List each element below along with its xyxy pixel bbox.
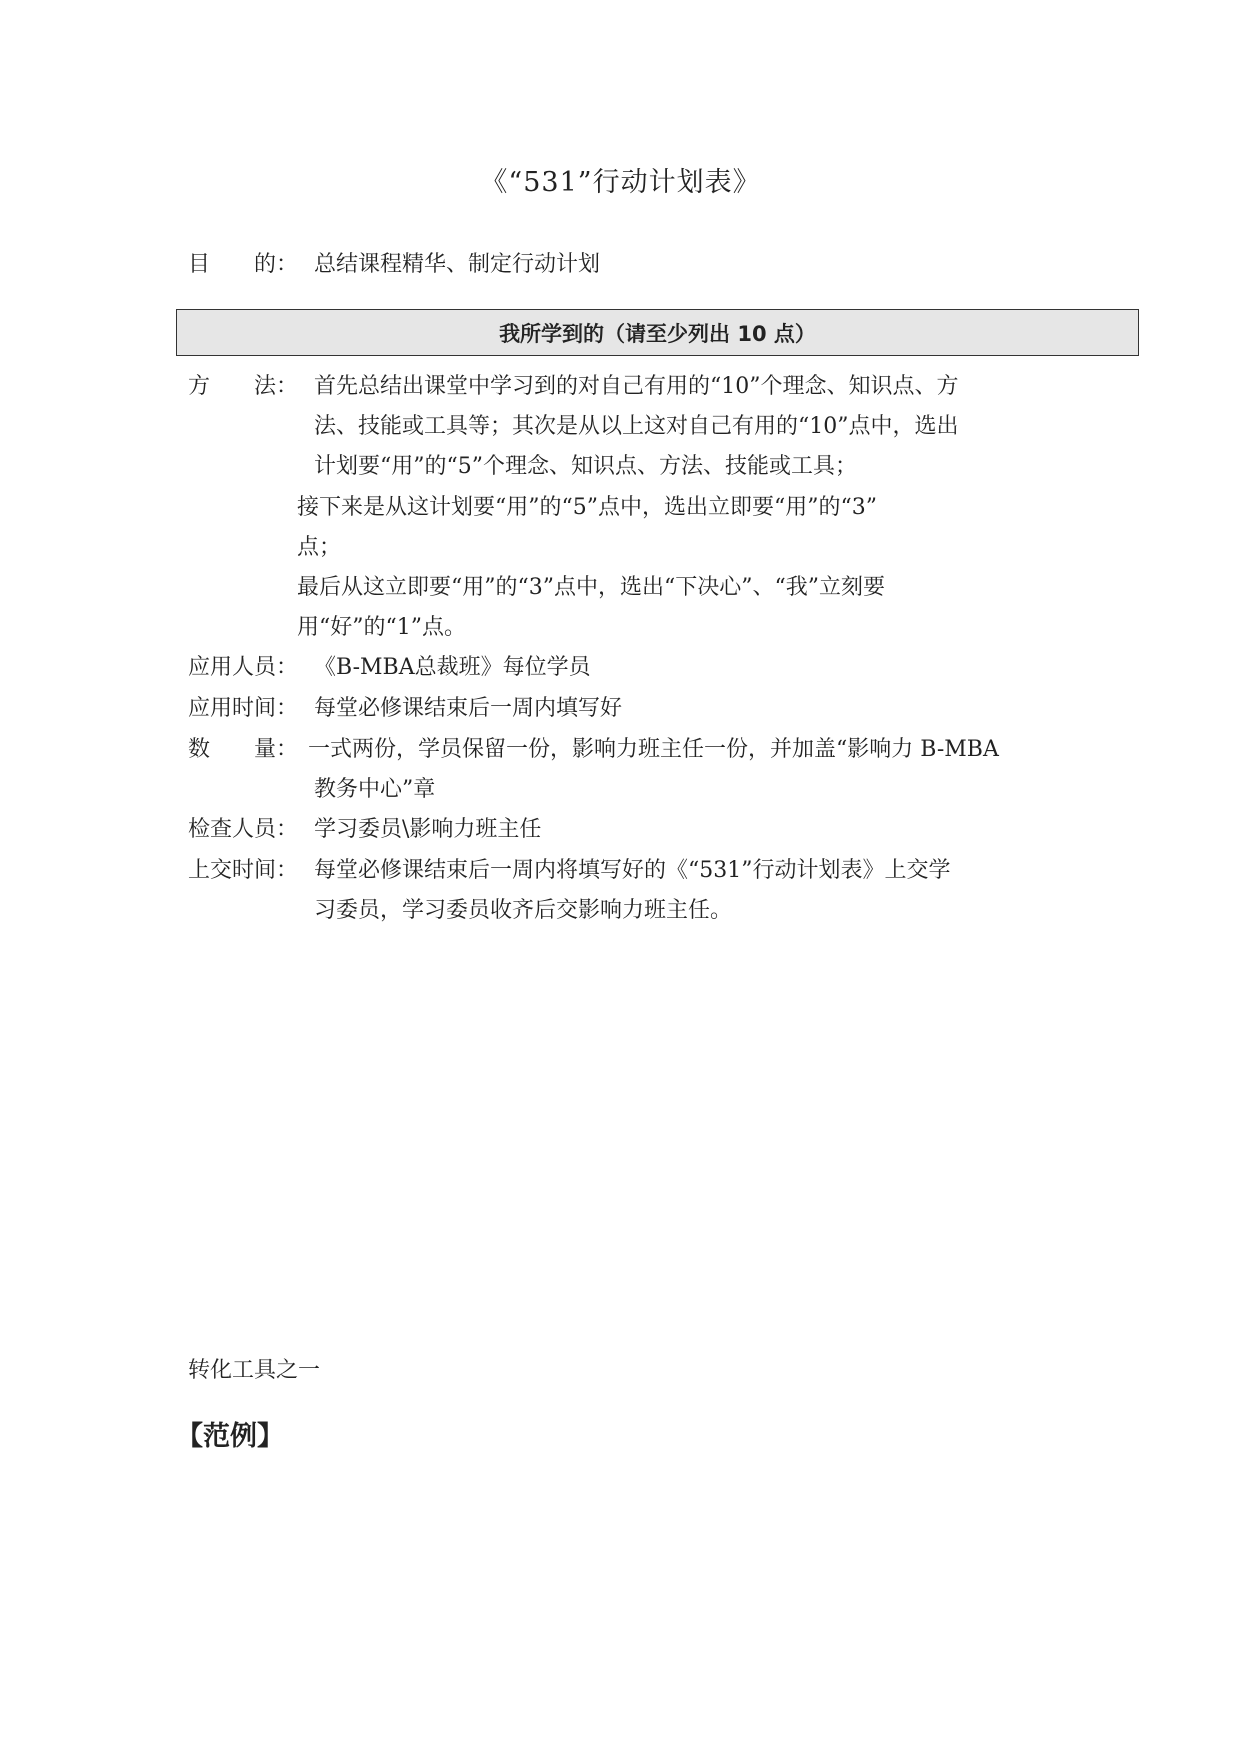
method-line-6: 最后从这立即要“用”的“3”点中，选出“下决心”、“我”立刻要 [297, 575, 885, 600]
tool-note: 转化工具之一 [188, 1358, 321, 1383]
method-line-2: 法、技能或工具等；其次是从以上这对自己有用的“10”点中，选出 [314, 414, 959, 439]
submit-time-line-2: 习委员，学习委员收齐后交影响力班主任。 [314, 898, 733, 923]
method-line-5: 点； [297, 535, 342, 560]
apply-time-label: 应用时间： [188, 696, 299, 721]
method-line-7: 用“好”的“1”点。 [297, 615, 466, 640]
purpose-text: 总结课程精华、制定行动计划 [314, 252, 601, 277]
applicants-text: 《B-MBA总裁班》每位学员 [314, 655, 591, 680]
purpose-label: 目 的： [188, 252, 299, 277]
submit-time-label: 上交时间： [188, 858, 299, 883]
example-heading: 【范例】 [176, 1421, 284, 1452]
method-line-3: 计划要“用”的“5”个理念、知识点、方法、技能或工具； [314, 454, 857, 479]
document-title: 《“531”行动计划表》 [480, 167, 761, 198]
apply-time-text: 每堂必修课结束后一周内填写好 [314, 696, 623, 721]
quantity-label: 数 量： [188, 737, 299, 762]
method-line-1: 首先总结出课堂中学习到的对自己有用的“10”个理念、知识点、方 [314, 374, 959, 399]
method-label: 方 法： [188, 374, 299, 399]
quantity-line-2: 教务中心”章 [314, 777, 436, 802]
method-line-4: 接下来是从这计划要“用”的“5”点中，选出立即要“用”的“3” [297, 495, 877, 520]
inspector-text: 学习委员\影响力班主任 [314, 817, 542, 842]
submit-time-line-1: 每堂必修课结束后一周内将填写好的《“531”行动计划表》上交学 [314, 858, 951, 883]
learned-banner: 我所学到的（请至少列出 10 点） [176, 309, 1139, 356]
applicants-label: 应用人员： [188, 655, 299, 680]
quantity-line-1: 一式两份，学员保留一份，影响力班主任一份，并加盖“影响力 B-MBA [308, 737, 999, 762]
inspector-label: 检查人员： [188, 817, 299, 842]
